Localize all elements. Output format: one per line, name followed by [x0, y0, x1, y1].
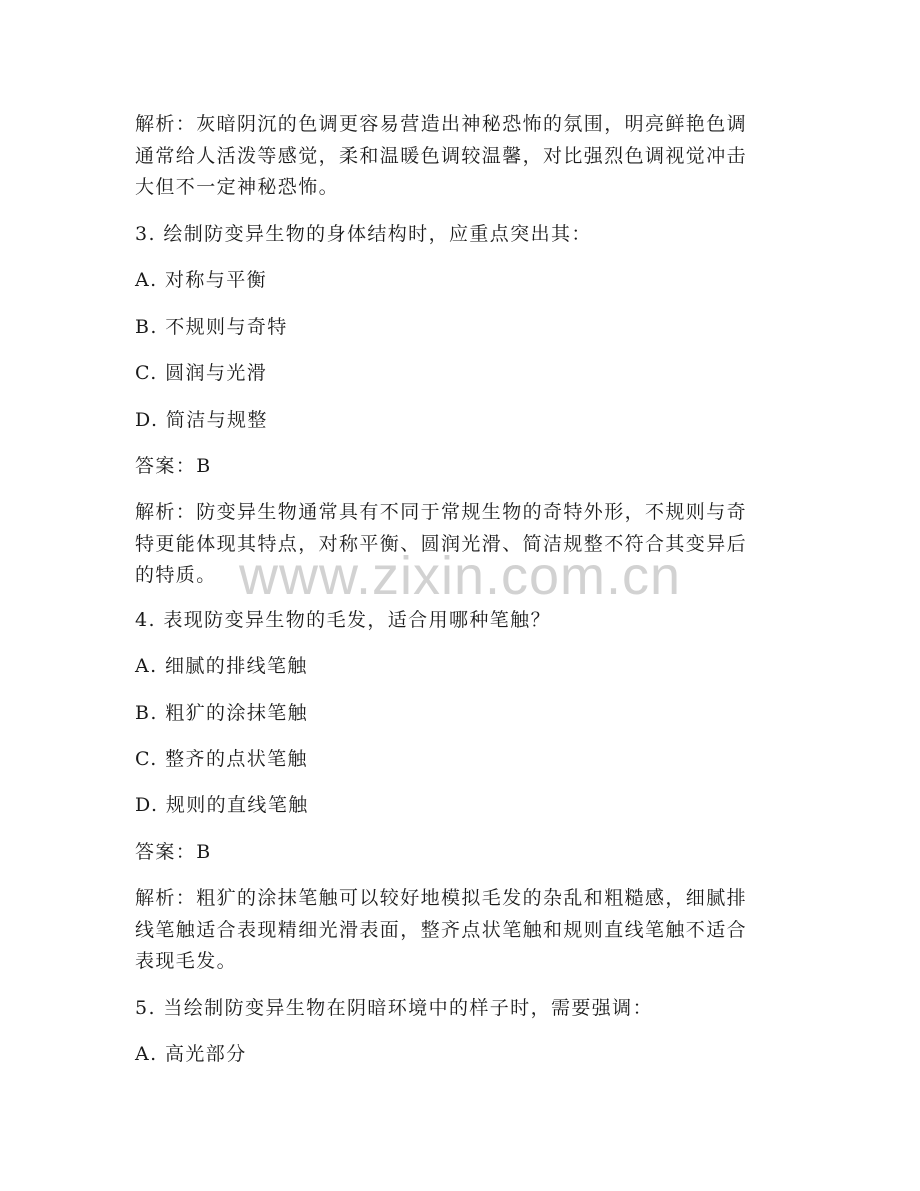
q4-question: 4. 表现防变异生物的毛发，适合用哪种笔触？	[135, 609, 551, 631]
q4-option-a: A. 细腻的排线笔触	[135, 655, 308, 677]
q2-explanation-line-1: 解析：灰暗阴沉的色调更容易营造出神秘恐怖的氛围，明亮鲜艳色调	[135, 113, 748, 135]
q5-question: 5. 当绘制防变异生物在阴暗环境中的样子时，需要强调：	[135, 997, 653, 1019]
q5-option-a: A. 高光部分	[135, 1043, 247, 1065]
q4-answer: 答案：B	[135, 841, 212, 863]
q4-option-c: C. 整齐的点状笔触	[135, 748, 308, 770]
q4-option-b: B. 粗犷的涂抹笔触	[135, 702, 309, 724]
q2-explanation-line-2: 通常给人活泼等感觉，柔和温暖色调较温馨，对比强烈色调视觉冲击	[135, 145, 748, 167]
q4-option-d: D. 规则的直线笔触	[135, 794, 309, 816]
q4-explanation-line-1: 解析：粗犷的涂抹笔触可以较好地模拟毛发的杂乱和粗糙感，细腻排	[135, 887, 748, 909]
q3-answer: 答案：B	[135, 455, 212, 477]
q3-explanation-line-3: 的特质。	[135, 564, 217, 586]
q3-option-d: D. 简洁与规整	[135, 409, 268, 431]
q4-explanation-line-2: 线笔触适合表现精细光滑表面，整齐点状笔触和规则直线笔触不适合	[135, 919, 748, 941]
q4-explanation-line-3: 表现毛发。	[135, 950, 238, 972]
q2-explanation-line-3: 大但不一定神秘恐怖。	[135, 176, 340, 198]
watermark: www.zixin.com.cn	[238, 546, 682, 606]
q3-option-b: B. 不规则与奇特	[135, 316, 288, 338]
q3-question: 3. 绘制防变异生物的身体结构时，应重点突出其：	[135, 223, 592, 245]
q3-explanation-line-2: 特更能体现其特点，对称平衡、圆润光滑、简洁规整不符合其变异后	[135, 533, 748, 555]
q3-option-c: C. 圆润与光滑	[135, 362, 268, 384]
q3-explanation-line-1: 解析：防变异生物通常具有不同于常规生物的奇特外形，不规则与奇	[135, 501, 748, 523]
q3-option-a: A. 对称与平衡	[135, 269, 268, 291]
